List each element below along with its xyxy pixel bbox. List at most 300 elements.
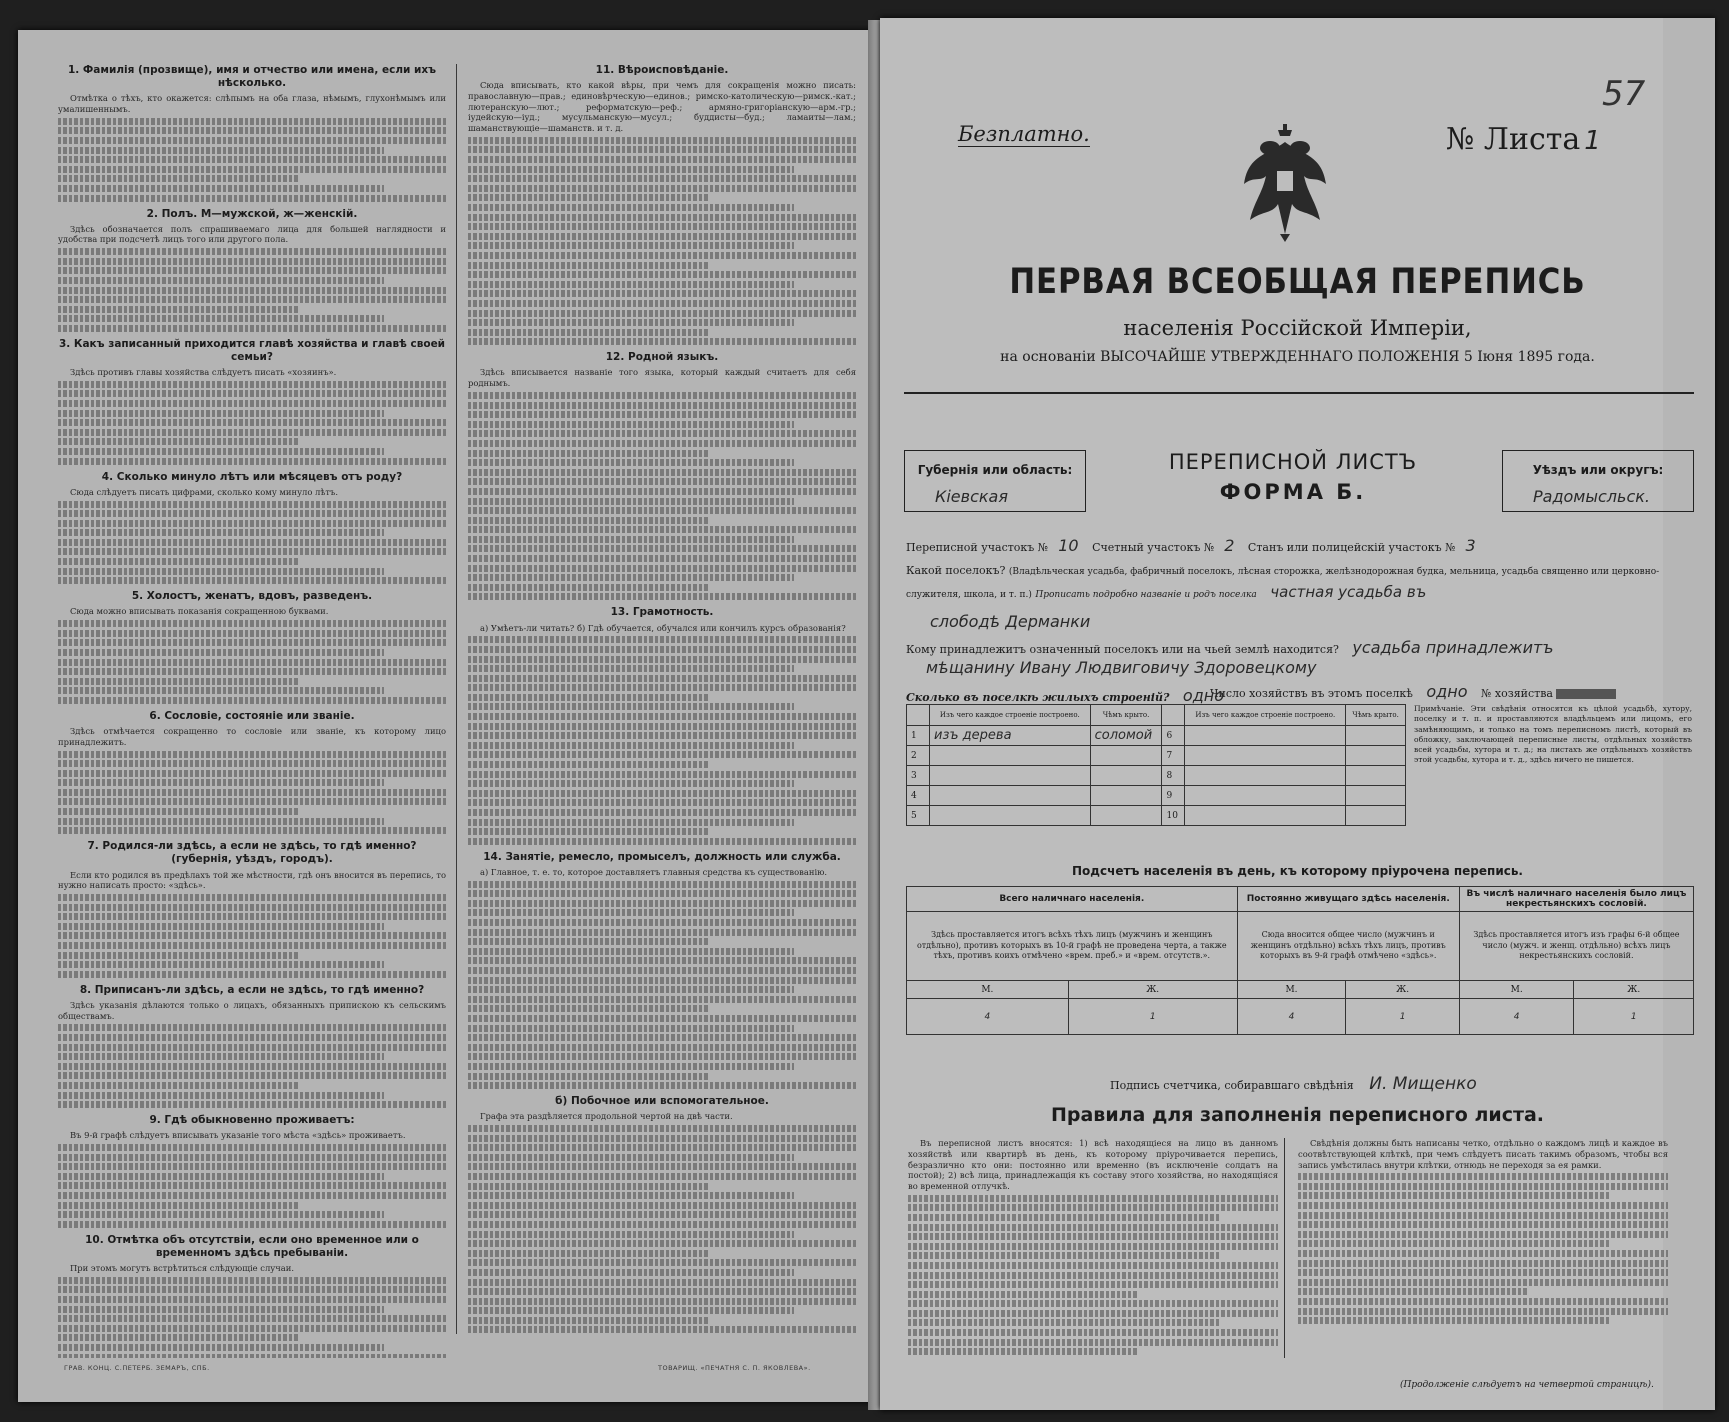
- print-line: [468, 290, 856, 297]
- poselok-label: Какой поселокъ?: [906, 564, 1006, 577]
- print-line: [58, 448, 384, 455]
- print-line: [468, 713, 856, 720]
- owner-label: Кому принадлежитъ означенный поселокъ или на чьей землѣ находится?: [906, 643, 1339, 656]
- print-line: [468, 656, 856, 663]
- rules-column-a: [908, 1138, 1278, 1368]
- sheet-number-value[interactable]: 1: [1584, 126, 1601, 156]
- rules-title: Правила для заполненія переписного листа.: [1050, 1104, 1545, 1126]
- section-heading: 1. Фамилія (прозвище), имя и отчество или имена, если ихъ нѣсколько.: [67, 64, 437, 90]
- table-cell[interactable]: [1090, 806, 1162, 826]
- print-line: [468, 1082, 856, 1089]
- section-text: Здѣсь обозначается полъ спрашиваемаго лица для большей наглядности и удобства при подсчетѣ лицъ того или другого пола.: [58, 223, 446, 245]
- print-line: [468, 507, 856, 514]
- print-line: [468, 281, 794, 288]
- table-cell[interactable]: [1185, 786, 1346, 806]
- owner-value-2[interactable]: мѣщанину Ивану Людвиговичу Здоровецкому: [926, 658, 1317, 677]
- print-line: [468, 799, 856, 806]
- print-line: [58, 798, 446, 805]
- population-count-title: Подсчетъ населенія въ день, къ которому пріурочена перепись.: [1072, 864, 1523, 878]
- print-line: [468, 881, 856, 888]
- hoz-value[interactable]: одно: [1426, 682, 1468, 701]
- print-line: [468, 1015, 856, 1022]
- print-line: [58, 510, 446, 517]
- print-line: [468, 498, 794, 505]
- section-text: а) Умѣетъ-ли читать? б) Гдѣ обучается, обучался или кончилъ курсъ образованія?: [480, 622, 846, 633]
- print-line: [58, 296, 446, 303]
- build-head-roof-left: Чѣмъ крыто.: [1090, 705, 1162, 726]
- print-line: [468, 300, 856, 307]
- print-line: [58, 659, 446, 666]
- print-line: [58, 620, 446, 627]
- section-text: При этомъ могутъ встрѣтиться слѣдующіе случаи.: [70, 1263, 295, 1273]
- section-heading: 4. Сколько минуло лѣтъ или мѣсяцевъ отъ роду?: [101, 470, 403, 483]
- print-line: [468, 771, 856, 778]
- free-label: Безплатно.: [958, 122, 1090, 146]
- print-line: [468, 1269, 794, 1276]
- print-line: [58, 438, 299, 445]
- print-line: [58, 1163, 446, 1170]
- print-line: [468, 402, 856, 409]
- section-text: Графа эта раздѣляется продольной чертой на двѣ части.: [480, 1111, 733, 1122]
- form-title: ПЕРЕПИСНОЙ ЛИСТЪ: [1168, 450, 1418, 474]
- row1-material[interactable]: изъ дерева: [930, 726, 1091, 746]
- print-line: [468, 185, 856, 192]
- hoz-line: [1210, 682, 1616, 701]
- build-head-material-left: Изъ чего каждое строеніе построено.: [930, 705, 1091, 726]
- print-line: [58, 390, 446, 397]
- print-line: [58, 1325, 446, 1332]
- uezd-box: [1502, 450, 1694, 512]
- print-line: [468, 137, 856, 144]
- count-desc-nonpeasant: Здѣсь проставляется итогъ изъ графы 6-й общее число (мужч. и женщ. отдѣльно) всѣхъ лицъ некрестьянскихъ сословій.: [1459, 912, 1693, 981]
- print-line: [468, 948, 794, 955]
- owner-value-1[interactable]: усадьба принадлежитъ: [1352, 638, 1554, 657]
- section-heading: 2. Полъ. М—мужской, ж—женскій.: [146, 207, 358, 220]
- uezd-label: Уѣздъ или округъ:: [1532, 463, 1664, 477]
- print-line: [58, 1182, 446, 1189]
- count-desc-permanent: Сюда вносится общее число (мужчинъ и женщинъ отдѣльно) всѣхъ тѣхъ лицъ, противъ которыхъ въ 9-й графѣ отмѣчено «здѣсь».: [1237, 912, 1459, 981]
- census-title: ПЕРВАЯ ВСЕОБЩАЯ ПЕРЕПИСЬ: [1009, 262, 1586, 302]
- print-line: [468, 790, 856, 797]
- print-line: [468, 469, 856, 476]
- print-line: [468, 319, 794, 326]
- print-line: [468, 1005, 709, 1012]
- print-line: [58, 1334, 299, 1341]
- print-line: [58, 1101, 446, 1108]
- print-line: [58, 649, 384, 656]
- print-line: [468, 1307, 794, 1314]
- print-line: [468, 967, 856, 974]
- print-line: [468, 565, 856, 572]
- row-num: 1: [907, 726, 930, 746]
- section-heading: 11. Вѣроисповѣданіе.: [595, 64, 729, 76]
- section-heading: 12. Родной языкъ.: [605, 351, 719, 364]
- rules-text-a: Въ переписной листъ вносятся: 1) всѣ находящіеся на лицо въ данномъ хозяйствѣ или квартирѣ въ день, къ которому пріурочивается перепись, безразлично кто они: постоянно или временно (въ исключеніе солдатъ на постой); 2) всѣ лица, принадлежащія къ составу этого хозяйства, но находящіяся во временной отлучкѣ.: [908, 1138, 1278, 1191]
- section-text: Здѣсь противъ главы хозяйства слѣдуетъ писать «хозяинъ».: [70, 367, 337, 378]
- print-line: [58, 558, 299, 565]
- print-line: [468, 574, 794, 581]
- poselok-value-2[interactable]: слободѣ Дерманки: [930, 612, 1091, 631]
- print-line: [58, 248, 446, 255]
- print-line: [58, 1221, 446, 1228]
- gubernia-box: [904, 450, 1086, 512]
- table-cell[interactable]: [1346, 766, 1406, 786]
- permanent-male-value[interactable]: 4: [1237, 999, 1346, 1035]
- print-line: [468, 242, 794, 249]
- perepisnoy-value[interactable]: 10: [1058, 536, 1079, 555]
- print-line: [58, 577, 446, 584]
- hoz-no-label: № хозяйства: [1480, 687, 1553, 700]
- table-cell[interactable]: [1090, 766, 1162, 786]
- table-cell[interactable]: [930, 766, 1091, 786]
- print-line: [58, 287, 446, 294]
- table-cell[interactable]: [1185, 746, 1346, 766]
- form-type: ФОРМА Б.: [1219, 480, 1367, 504]
- print-line: [58, 751, 446, 758]
- count-head-total: Всего наличнаго населенія.: [907, 887, 1238, 912]
- print-line: [58, 1315, 446, 1322]
- print-line: [58, 818, 384, 825]
- print-line: [468, 1144, 856, 1151]
- print-line: [58, 258, 446, 265]
- print-line: [468, 545, 856, 552]
- perepisnoy-label: Переписной участокъ №: [906, 541, 1049, 554]
- print-line: [58, 1024, 446, 1031]
- enumerator-signature-line: [1110, 1074, 1477, 1094]
- print-line: [58, 827, 446, 834]
- table-row: [907, 786, 1406, 806]
- print-line: [58, 501, 446, 508]
- print-line: [58, 952, 299, 959]
- print-line: [58, 630, 446, 637]
- gubernia-value[interactable]: Кіевская: [935, 487, 1008, 506]
- instructions-column-b: [468, 58, 856, 1358]
- print-line: [468, 156, 856, 163]
- print-line: [58, 1354, 446, 1359]
- section-heading: 3. Какъ записанный приходится главѣ хозяйства и главѣ своей семьи?: [58, 337, 446, 363]
- print-line: [468, 338, 856, 345]
- print-line: [468, 214, 856, 221]
- print-line: [58, 779, 384, 786]
- sheet-number-label: № Листа: [1446, 122, 1581, 157]
- print-line: [468, 252, 856, 259]
- print-line: [58, 539, 446, 546]
- print-line: [468, 1326, 856, 1333]
- print-line: [468, 665, 794, 672]
- print-line: [468, 1073, 709, 1080]
- print-line: [58, 789, 446, 796]
- print-line: [468, 1025, 794, 1032]
- section-text: а) Главное, т. е. то, которое доставляетъ главныя средства къ существованію.: [480, 866, 828, 877]
- print-line: [58, 1344, 384, 1351]
- row-num: 4: [907, 786, 930, 806]
- print-line: [58, 568, 384, 575]
- signature-value[interactable]: И. Мищенко: [1369, 1074, 1477, 1094]
- signature-label: Подпись счетчика, собиравшаго свѣдѣнія: [1110, 1079, 1354, 1092]
- print-line: [58, 118, 446, 125]
- print-line: [58, 932, 446, 939]
- schetny-value[interactable]: 2: [1224, 536, 1235, 555]
- print-line: [58, 961, 384, 968]
- table-cell[interactable]: [930, 786, 1091, 806]
- table-cell[interactable]: [1185, 806, 1346, 826]
- census-legal-basis: на основаніи ВЫСОЧАЙШЕ УТВЕРЖДЕННАГО ПОЛОЖЕНІЯ 5 Іюня 1895 года.: [1000, 349, 1595, 365]
- print-line: [468, 1163, 856, 1170]
- table-cell[interactable]: [930, 806, 1091, 826]
- section-text: Сюда вписывать, кто какой вѣры, при чемъ для сокращенія можно писать: православную—прав.; единовѣрческую—единов.; римско-католическую—римск.-кат.; лютеранскую—лют.; реформатскую—реф.; армяно-григоріанскую—арм.-гр.; іудейскую—іуд.; мусульманскую—мусул.; буддисты—буд.; ламаиты—лам.; шаманствующіе—шаманств. и т. д.: [468, 80, 856, 134]
- print-line: [468, 742, 794, 749]
- print-line: [468, 584, 709, 591]
- print-line: [468, 1298, 856, 1305]
- f-label: Ж.: [1346, 981, 1459, 999]
- print-line: [58, 904, 446, 911]
- build-head-roof-right: Чѣмъ крыто.: [1346, 705, 1406, 726]
- divider-rule: [904, 392, 1694, 394]
- print-line: [58, 697, 446, 704]
- print-line: [468, 488, 856, 495]
- row-num: 3: [907, 766, 930, 786]
- rules-column-b: [1298, 1138, 1668, 1368]
- print-line: [468, 411, 856, 418]
- print-line: [468, 271, 856, 278]
- print-line: [468, 1288, 856, 1295]
- sheet-number: [1446, 122, 1601, 157]
- column-divider: [456, 64, 457, 1334]
- total-female-value[interactable]: 1: [1068, 999, 1237, 1035]
- print-line: [468, 194, 709, 201]
- total-male-value[interactable]: 4: [907, 999, 1069, 1035]
- print-line: [58, 458, 446, 465]
- print-line: [468, 166, 794, 173]
- print-line: [468, 938, 709, 945]
- printer-imprint-mid: ТОВАРИЩ. «ПЕЧАТНЯ С. П. ЯКОВЛЕВА».: [658, 1364, 811, 1372]
- print-line: [58, 410, 384, 417]
- print-line: [468, 478, 856, 485]
- rules-text-b: Свѣдѣнія должны быть написаны четко, отдѣльно о каждомъ лицѣ и каждое въ соотвѣтствующей клѣткѣ, при чемъ слѣдуетъ писать такимъ образомъ, чтобы вся запись умѣстилась внутри клѣтки, отнюдь не переходя за ея рамки.: [1298, 1138, 1668, 1170]
- print-line: [58, 1211, 384, 1218]
- buildings-note: Примѣчаніе. Эти свѣдѣнія относятся къ цѣлой усадьбѣ, хутору, поселку и т. п. и проставляются владѣльцемъ или лицомъ, его замѣняющимъ, и только на томъ переписномъ листѣ, который въ обложку, заключающей переписные листы, отдѣльных хозяйствъ всей усадьбы, хутора и т. д.; на листахъ же отдѣльныхъ хозяйствъ этой усадьбы, хутора и т. д., здѣсь ничего не пишется.: [1414, 704, 1692, 765]
- print-line: [468, 838, 856, 845]
- print-line: [468, 1044, 856, 1051]
- left-page-instructions: [18, 30, 878, 1402]
- row-num: 8: [1162, 766, 1185, 786]
- print-line: [58, 760, 446, 767]
- print-line: [468, 1279, 856, 1286]
- print-line: [468, 1250, 709, 1257]
- section-heading: б) Побочное или вспомогательное.: [555, 1095, 769, 1108]
- print-line: [58, 1154, 446, 1161]
- row-num: 9: [1162, 786, 1185, 806]
- m-label: М.: [1459, 981, 1574, 999]
- print-line: [468, 329, 709, 336]
- print-line: [58, 195, 446, 202]
- print-line: [468, 703, 794, 710]
- section-heading: 7. Родился-ли здѣсь, а если не здѣсь, то гдѣ именно? (губернія, уѣздъ, городъ).: [87, 840, 417, 866]
- print-line: [468, 1154, 794, 1161]
- print-line: [468, 636, 856, 643]
- print-line: [58, 1306, 384, 1313]
- print-line: [58, 267, 446, 274]
- print-line: [468, 1240, 856, 1247]
- section-heading: 10. Отмѣтка объ отсутствіи, если оно временное или о временномъ здѣсь пребываніи.: [85, 1233, 419, 1259]
- print-line: [468, 517, 709, 524]
- printer-imprint-left: ГРАВ. КОНЦ. С.ПЕТЕРБ. ЗЕМАРЪ, СПБ.: [64, 1364, 210, 1372]
- nonpeasant-male-value[interactable]: 4: [1459, 999, 1574, 1035]
- print-line: [468, 1317, 709, 1324]
- print-line: [58, 678, 299, 685]
- print-line: [58, 894, 446, 901]
- print-line: [468, 233, 856, 240]
- population-count-table: [906, 886, 1694, 1035]
- print-line: [58, 1034, 446, 1041]
- census-subtitle: населенія Россійской Имперіи,: [1123, 316, 1472, 340]
- print-line: [58, 277, 384, 284]
- continued-note: (Продолженіе слѣдуетъ на четвертой страницѣ).: [1400, 1380, 1654, 1390]
- print-line: [468, 146, 856, 153]
- print-line: [468, 957, 856, 964]
- section-text: Въ 9-й графѣ слѣдуетъ вписывать указаніе того мѣста «здѣсь» проживаетъ.: [70, 1130, 406, 1141]
- table-cell[interactable]: [1090, 786, 1162, 806]
- print-line: [58, 381, 446, 388]
- print-line: [468, 1192, 794, 1199]
- print-line: [58, 942, 446, 949]
- section-heading: 14. Занятіе, ремесло, промыселъ, должность или служба.: [483, 850, 841, 863]
- print-line: [58, 429, 446, 436]
- poselok-hint: (Владѣльческая усадьба, фабричный поселокъ, лѣсная сторожка, желѣзнодорожная будка, мельница, усадьба священно или церковно-служителя, школа, и т. п.): [906, 567, 1660, 600]
- stan-value[interactable]: 3: [1465, 536, 1476, 555]
- print-line: [468, 1053, 856, 1060]
- build-head-material-right: Изъ чего каждое строеніе построено.: [1185, 705, 1346, 726]
- print-line: [58, 1173, 384, 1180]
- print-line: [468, 204, 794, 211]
- print-line: [468, 536, 794, 543]
- print-line: [58, 529, 384, 536]
- table-row: [907, 746, 1406, 766]
- print-line: [468, 1259, 856, 1266]
- table-cell[interactable]: [1346, 806, 1406, 826]
- section-heading: 5. Холостъ, женатъ, вдовъ, разведенъ.: [131, 590, 373, 603]
- print-line: [58, 1277, 446, 1284]
- print-line: [468, 223, 856, 230]
- print-line: [58, 1053, 384, 1060]
- section-heading: 13. Грамотность.: [610, 606, 714, 619]
- f-label: Ж.: [1068, 981, 1237, 999]
- print-line: [468, 780, 794, 787]
- section-heading: 6. Сословіе, состояніе или званіе.: [149, 709, 355, 722]
- print-line: [468, 421, 794, 428]
- print-line: [58, 166, 446, 173]
- print-line: [58, 1192, 446, 1199]
- section-heading: 9. Гдѣ обыкновенно проживаетъ:: [149, 1114, 355, 1127]
- table-cell[interactable]: [1346, 786, 1406, 806]
- count-desc-total: Здѣсь проставляется итогъ всѣхъ тѣхъ лицъ (мужчинъ и женщинъ отдѣльно), противъ которыхъ въ 10-й графѣ не проведена черта, а также тѣхъ, противъ коихъ отмѣчено «врем. преб.» и «врем. отсутств.».: [907, 912, 1238, 981]
- print-line: [468, 723, 856, 730]
- print-line: [468, 440, 856, 447]
- print-line: [58, 1082, 299, 1089]
- section-text: Отмѣтка о тѣхъ, кто окажется: слѣпымъ на оба глаза, нѣмымъ, глухонѣмымъ или умалишеннымъ.: [58, 93, 446, 114]
- print-line: [468, 751, 856, 758]
- poselok-line-2: [920, 612, 1100, 631]
- print-line: [468, 1034, 856, 1041]
- print-line: [58, 156, 446, 163]
- table-cell[interactable]: [930, 746, 1091, 766]
- census-form-page: [880, 18, 1715, 1410]
- build-head-num: [907, 705, 930, 726]
- table-cell[interactable]: [1090, 746, 1162, 766]
- print-line: [58, 548, 446, 555]
- row-num: 10: [1162, 806, 1185, 826]
- poselok-value-1[interactable]: частная усадьба въ: [1270, 582, 1427, 601]
- print-line: [58, 971, 446, 978]
- print-line: [468, 828, 709, 835]
- build-head-num-2: [1162, 705, 1185, 726]
- print-line: [58, 175, 299, 182]
- print-line: [468, 684, 856, 691]
- print-line: [58, 923, 384, 930]
- buildings-value[interactable]: одно: [1182, 686, 1225, 705]
- print-line: [468, 809, 856, 816]
- print-line: [58, 639, 446, 646]
- print-line: [468, 310, 856, 317]
- print-line: [468, 1125, 856, 1132]
- nonpeasant-female-value[interactable]: 1: [1574, 999, 1694, 1035]
- print-line: [58, 808, 299, 815]
- print-line: [58, 315, 384, 322]
- table-row: [907, 766, 1406, 786]
- print-line: [58, 1044, 446, 1051]
- print-line: [58, 306, 299, 313]
- print-line: [468, 1211, 856, 1218]
- buildings-table: [906, 704, 1406, 826]
- print-line: [468, 694, 709, 701]
- print-line: [58, 419, 446, 426]
- row1-roof[interactable]: соломой: [1090, 726, 1162, 746]
- permanent-female-value[interactable]: 1: [1346, 999, 1459, 1035]
- section-text: Здѣсь указанія дѣлаются только о лицахъ, обязанныхъ припискою къ сельскимъ обществамъ.: [58, 999, 446, 1021]
- table-cell[interactable]: [1346, 726, 1406, 746]
- uezd-value[interactable]: Радомысльск.: [1533, 487, 1651, 506]
- print-line: [468, 1231, 794, 1238]
- table-row: [907, 726, 1406, 746]
- table-cell[interactable]: [1346, 746, 1406, 766]
- print-line: [468, 986, 794, 993]
- section-text: Здѣсь отмѣчается сокращенно то сословіе или званіе, къ которому лицо принадлежитъ.: [58, 726, 446, 747]
- print-line: [58, 1202, 299, 1209]
- rules-divider: [1284, 1138, 1285, 1358]
- print-line: [58, 1144, 446, 1151]
- print-line: [58, 770, 446, 777]
- hoz-no-redacted: [1556, 689, 1616, 699]
- print-line: [468, 1135, 856, 1142]
- print-line: [58, 687, 384, 694]
- print-line: [58, 913, 446, 920]
- buildings-label: Сколько въ поселкѣ жилыхъ строеній?: [906, 691, 1170, 704]
- print-line: [58, 1296, 446, 1303]
- print-line: [468, 1063, 794, 1070]
- section-text: Сюда слѣдуетъ писать цифрами, сколько кому минуло лѣтъ.: [70, 486, 339, 497]
- uchastok-line: [906, 536, 1486, 555]
- poselok-hint-detail: Прописать подробно названіе и родъ поселка: [1035, 589, 1257, 600]
- table-cell[interactable]: [1185, 766, 1346, 786]
- schetny-label: Счетный участокъ №: [1092, 541, 1215, 554]
- table-cell[interactable]: [1185, 726, 1346, 746]
- count-head-nonpeasant: Въ числѣ наличнаго населенія было лицъ некрестьянскихъ сословій.: [1459, 887, 1693, 912]
- imperial-eagle-icon: [1240, 124, 1330, 244]
- table-row: [907, 806, 1406, 826]
- print-line: [58, 520, 446, 527]
- archive-sheet-number: 57: [1602, 74, 1646, 114]
- print-line: [58, 147, 384, 154]
